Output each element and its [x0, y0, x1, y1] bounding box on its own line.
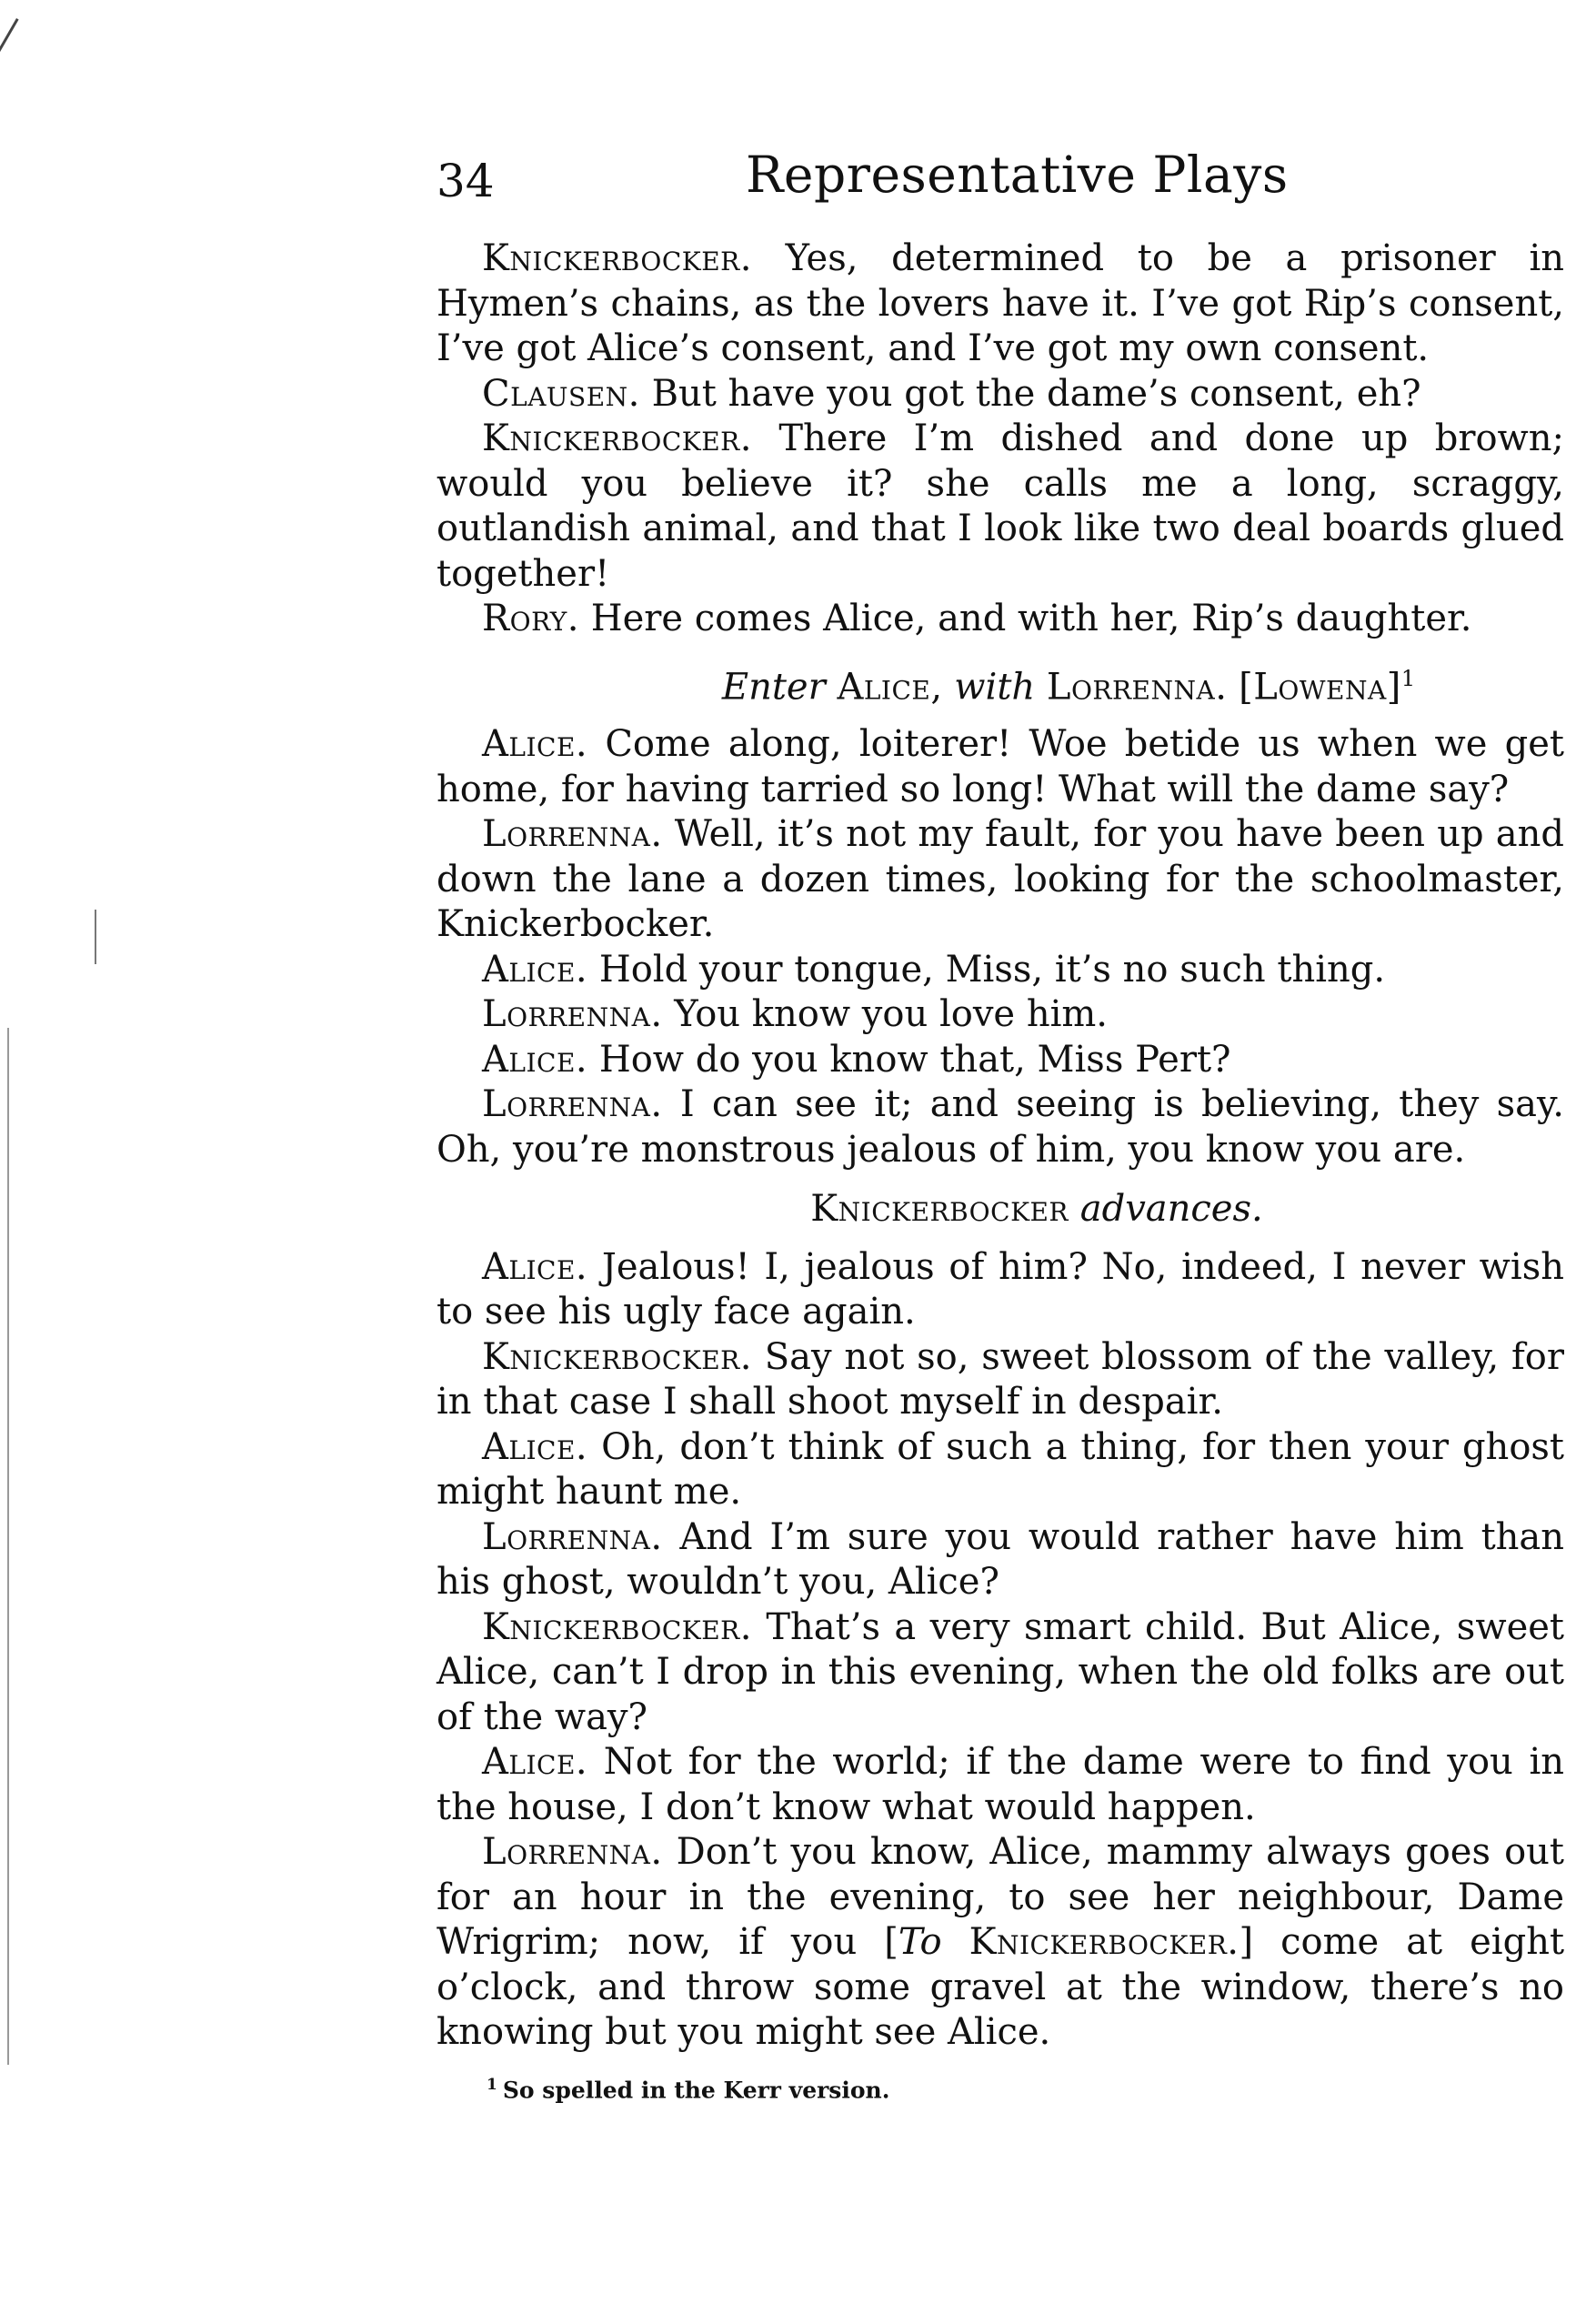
aside-to: To — [898, 1921, 942, 1964]
speech-text: Not for the world; if the dame were to find you in the house, I don’t know what would happen. — [437, 1741, 1564, 1828]
direction-word: with — [954, 665, 1036, 708]
speech-text: come at eight o’clock, and throw some gravel at the window, there’s no knowing but you might see Alice. — [437, 1921, 1565, 2054]
speech — [437, 948, 1564, 993]
character-name: Knickerbocker — [810, 1188, 1069, 1231]
stage-direction — [437, 1187, 1564, 1232]
speech — [437, 1740, 1564, 1830]
margin-pencil-mark — [0, 18, 19, 114]
speech-text: But have you got the dame’s consent, eh? — [651, 372, 1421, 415]
aside-open: [ — [884, 1921, 898, 1964]
margin-rule-mark — [7, 1028, 9, 2065]
speaker: Lorrenna. — [482, 1083, 663, 1126]
speaker: Lorrenna. — [482, 993, 663, 1036]
speech — [437, 992, 1564, 1038]
footnote — [437, 2076, 1564, 2103]
speaker: Alice. — [482, 1425, 588, 1468]
speaker: Alice. — [482, 1741, 588, 1784]
footnote-marker: 1 — [487, 2075, 497, 2094]
speech-text: Here comes Alice, and with her, Rip’s daughter. — [590, 598, 1472, 639]
speech-text: Jealous! I, jealous of him? No, indeed, I never wish to see his ugly face again. — [437, 1245, 1564, 1333]
speech-text: You know you love him. — [674, 993, 1109, 1036]
speech-text: Hold your tongue, Miss, it’s no such thing. — [598, 948, 1386, 991]
speaker: Knickerbocker. — [482, 1335, 752, 1378]
direction-word: advances. — [1079, 1188, 1263, 1231]
speaker: Rory. — [482, 598, 579, 639]
speaker: Lorrenna. — [482, 1831, 663, 1874]
speech — [437, 236, 1564, 372]
character-name: Lorrenna. — [1046, 665, 1228, 708]
running-title: Representative Plays — [746, 146, 1289, 204]
character-name: Alice, — [837, 665, 943, 708]
margin-tick-mark — [95, 910, 96, 964]
speech-text: And I’m sure you would rather have him than his ghost, wouldn’t you, Alice? — [437, 1515, 1565, 1604]
speech-text: Oh, don’t think of such a thing, for then your ghost might haunt me. — [437, 1425, 1564, 1514]
speech — [437, 1830, 1564, 2056]
speech-text: I can see it; and seeing is believing, they say. Oh, you’re monstrous jealous of him, you know you are. — [437, 1083, 1565, 1171]
book-page — [437, 146, 1564, 2103]
speaker: Alice. — [482, 1245, 588, 1288]
speaker: Alice. — [482, 1038, 588, 1081]
speech — [437, 1038, 1564, 1083]
bracket-name: [Lowena] — [1239, 665, 1401, 708]
speaker: Knickerbocker. — [482, 418, 752, 459]
speaker: Knickerbocker. — [482, 1605, 752, 1648]
speaker: Alice. — [482, 948, 588, 991]
speech — [437, 372, 1564, 418]
speech — [437, 1515, 1564, 1605]
speech-text: Yes, determined to be a prisoner in Hymen’s chains, as the lovers have it. I’ve got Rip’s consent, I’ve got Alice’s consent, and I’ve got my own consent. — [437, 237, 1564, 369]
speech — [437, 1605, 1564, 1741]
footnote-ref: 1 — [1400, 665, 1416, 691]
speech-text: How do you know that, Miss Pert? — [598, 1038, 1231, 1081]
speech-text: Don’t you know, Alice, mammy always goes out for an hour in the evening, to see her neighbour, Dame Wrigrim; now, if you — [437, 1831, 1564, 1964]
footnote-text: So spelled in the Kerr version. — [502, 2077, 890, 2104]
speaker: Knickerbocker. — [482, 237, 752, 279]
speech-text: There I’m dished and done up brown; would you believe it? she calls me a long, scraggy, outlandish animal, and that I look like two deal boards glued together! — [437, 418, 1565, 595]
speech-text: That’s a very smart child. But Alice, sweet Alice, can’t I drop in this evening, when the old folks are out of the way? — [437, 1605, 1564, 1738]
speech — [437, 722, 1564, 812]
speech — [437, 1425, 1564, 1515]
page-number: 34 — [437, 155, 495, 207]
speech — [437, 1335, 1564, 1425]
speech-text: Well, it’s not my fault, for you have been up and down the lane a dozen times, looking for the schoolmaster, Knickerbocker. — [437, 813, 1564, 946]
aside-close: ] — [1239, 1921, 1254, 1964]
speech-text: Come along, loiterer! Woe betide us when we get home, for having tarried so long! What will the dame say? — [437, 723, 1564, 810]
speech — [437, 597, 1564, 642]
speech-text: Say not so, sweet blossom of the valley, for in that case I shall shoot myself in despair. — [437, 1335, 1564, 1424]
speech — [437, 1082, 1564, 1172]
speaker: Lorrenna. — [482, 1515, 663, 1558]
speech — [437, 812, 1564, 948]
direction-word: Enter — [721, 665, 826, 708]
speech — [437, 417, 1564, 597]
speaker: Alice. — [482, 723, 588, 766]
speaker: Clausen. — [482, 372, 640, 415]
speaker: Lorrenna. — [482, 813, 663, 856]
speech — [437, 1245, 1564, 1335]
page-header — [437, 146, 1564, 218]
stage-direction — [437, 657, 1564, 710]
aside-name: Knickerbocker. — [969, 1921, 1240, 1964]
